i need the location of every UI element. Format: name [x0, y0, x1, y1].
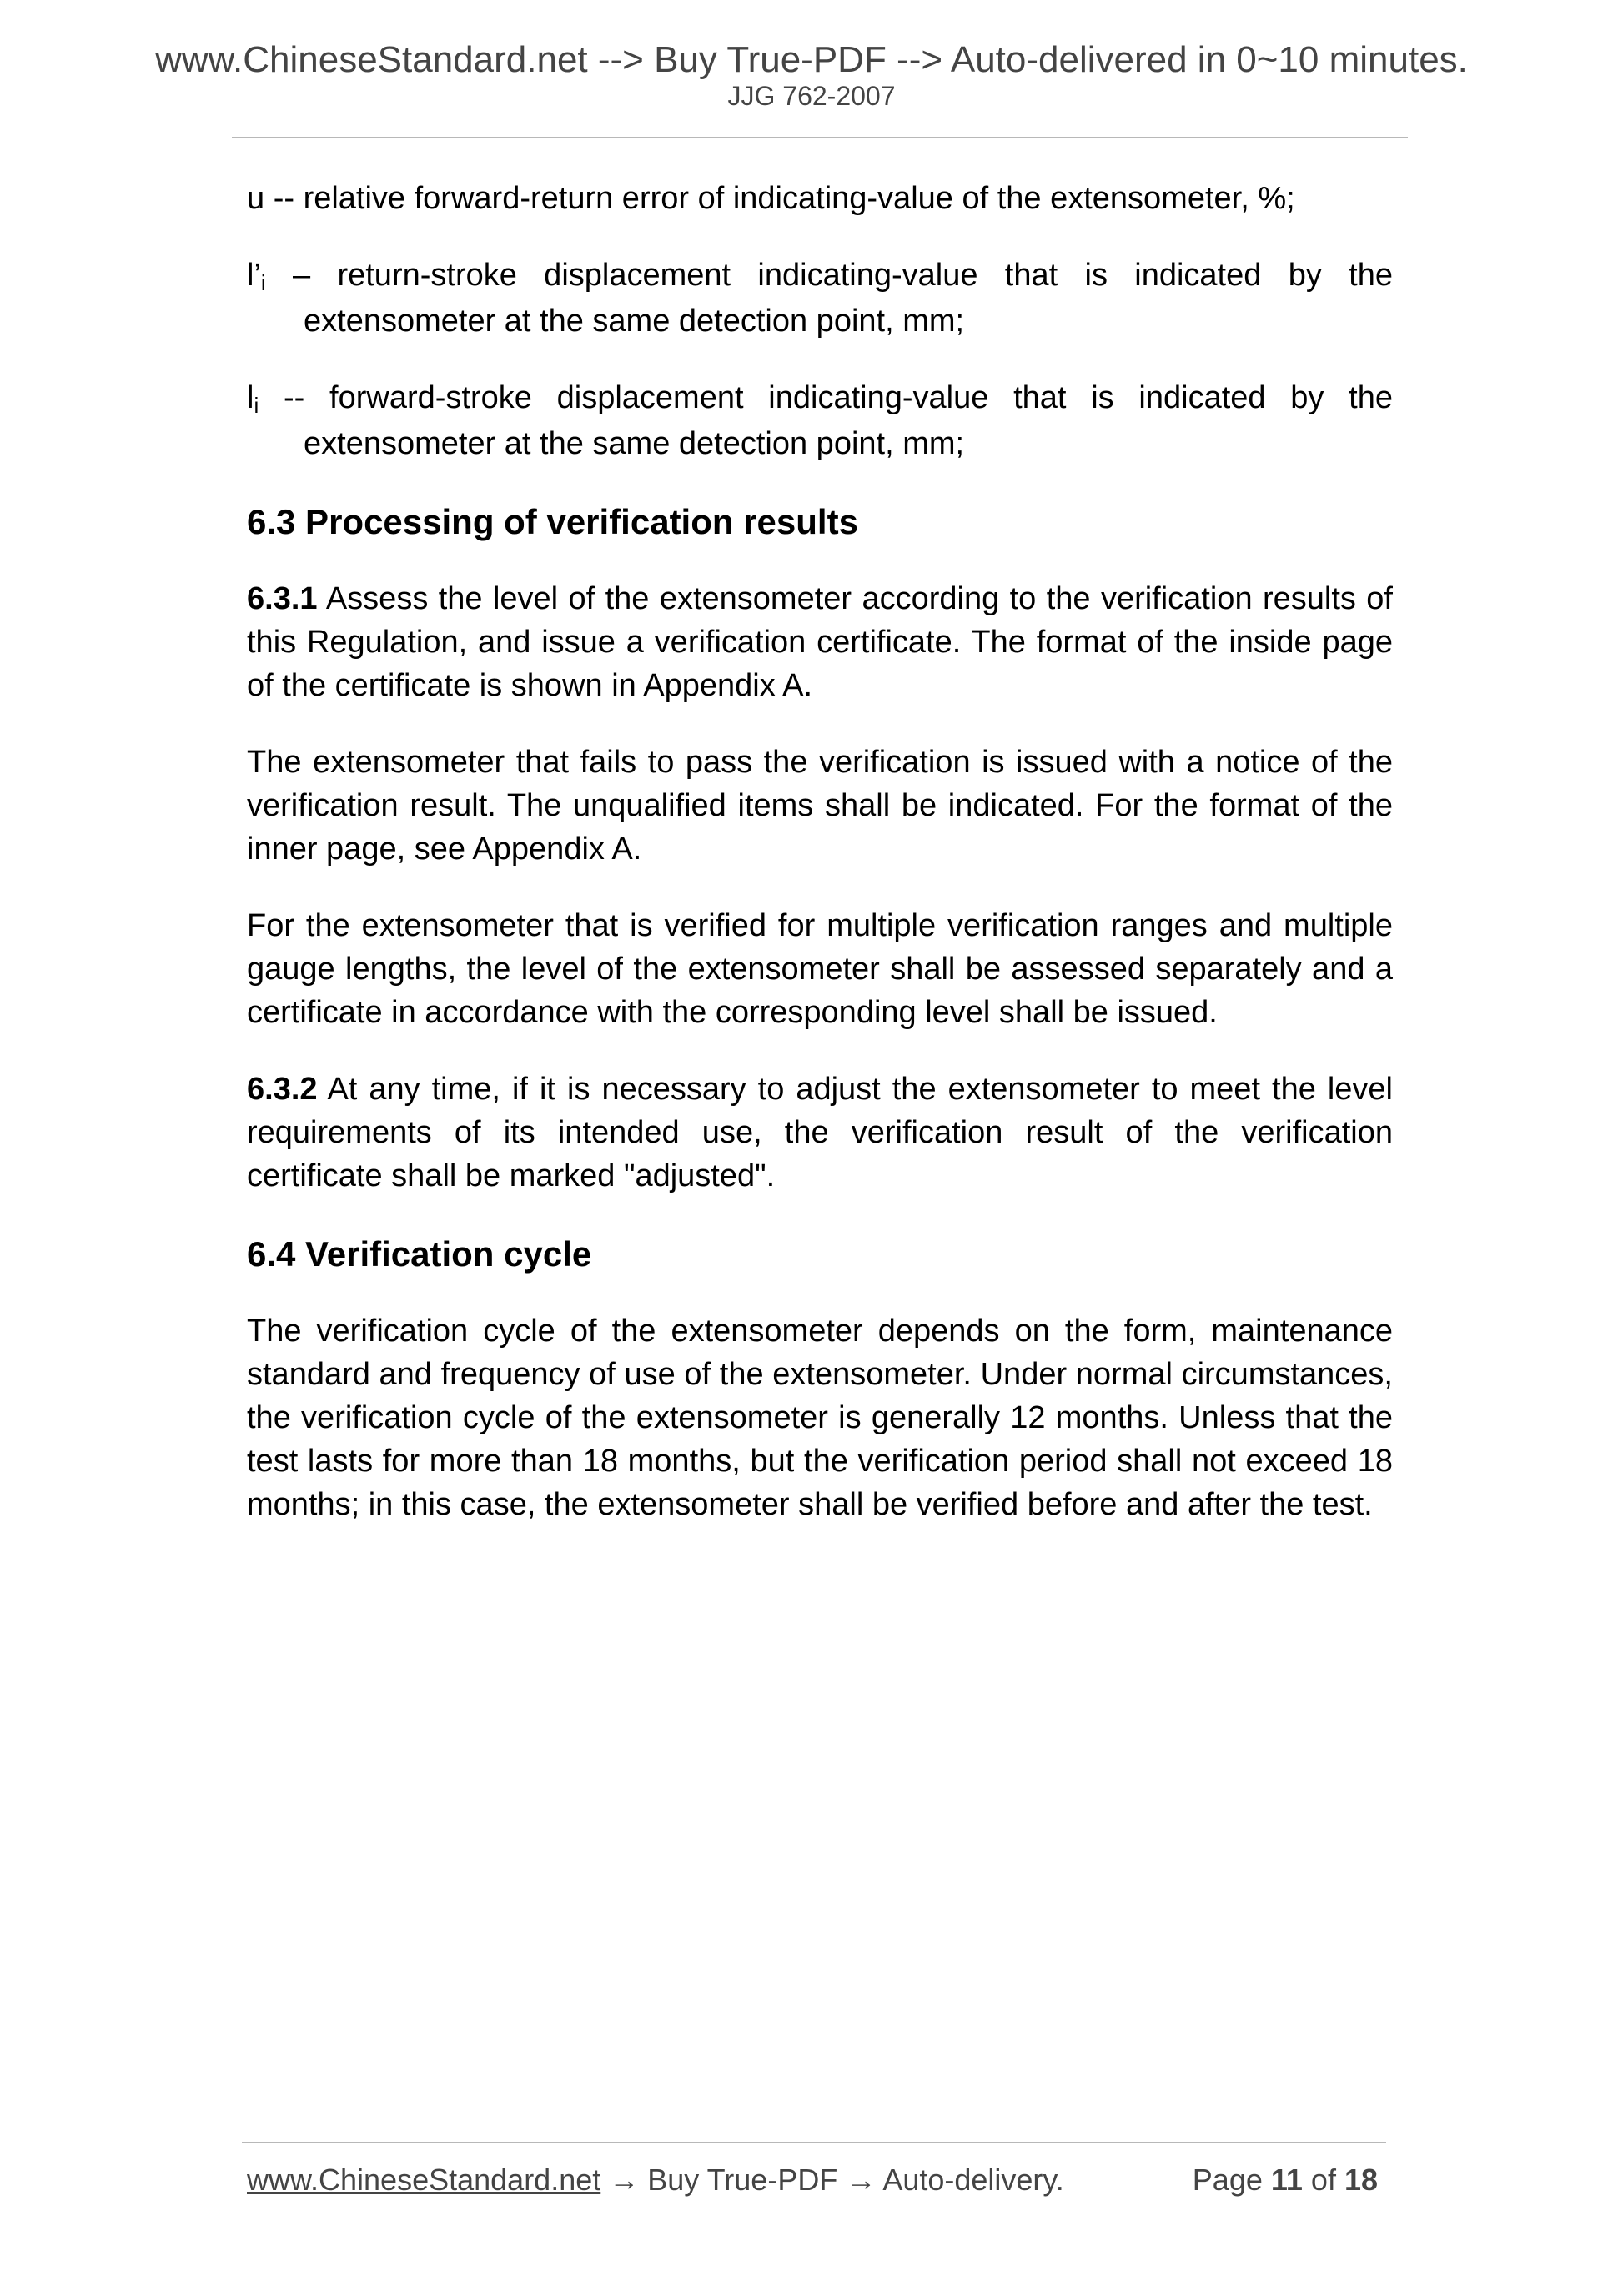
definition-li-prime-subscript: i: [260, 270, 266, 295]
definition-u: [247, 177, 1393, 220]
definition-li-symbol: l: [247, 380, 254, 415]
header-divider: [232, 137, 1408, 138]
page-content: [247, 177, 1393, 1560]
definition-li-prime-text: – return-stroke displacement indicating-value that is indicated by the extensometer at the same detection point, mm;: [265, 258, 1393, 339]
paragraph-verification-cycle: The verification cycle of the extensometer depends on the form, maintenance standard and frequency of use of the extensometer. Under normal circumstances, the verification cycle of the extensometer is generally 12 months. Unless that the test lasts for more than 18 months, but the verification period shall not exceed 18 months; in this case, the extensometer shall be verified before and after the test.: [247, 1314, 1393, 1522]
page-of-label: of: [1302, 2163, 1344, 2197]
page-label: Page: [1192, 2163, 1271, 2197]
section-heading-6-3: 6.3 Processing of verification results: [247, 502, 858, 541]
definition-li-subscript: i: [254, 393, 259, 418]
definition-u-symbol: u: [247, 181, 265, 216]
footer-tail-text: → Buy True-PDF → Auto-delivery.: [600, 2163, 1064, 2197]
footer-website-link[interactable]: www.ChineseStandard.net: [247, 2163, 601, 2197]
paragraph-multiple-ranges: For the extensometer that is verified for multiple verification ranges and multiple gauge lengths, the level of the extensometer shall be assessed separately and a certificate in accordance with the corresponding level shall be issued.: [247, 908, 1393, 1030]
section-heading-6-4: 6.4 Verification cycle: [247, 1234, 592, 1274]
paragraph-failed-verification: The extensometer that fails to pass the verification is issued with a notice of the verification result. The unqualified items shall be indicated. For the format of the inner page, see Appendix A.: [247, 745, 1393, 867]
page-current: 11: [1270, 2163, 1303, 2197]
clause-6-3-2-text: At any time, if it is necessary to adjust the extensometer to meet the level requirements of its intended use, the verification result of the verification certificate shall be marked "adjusted".: [247, 1072, 1393, 1193]
clause-6-3-1-text: Assess the level of the extensometer according to the verification results of this Regulation, and issue a verification certificate. The format of the inside page of the certificate is shown in Appendix A.: [247, 581, 1393, 703]
definition-li-text: -- forward-stroke displacement indicating-value that is indicated by the extensometer at the same detection point, mm;: [259, 380, 1393, 461]
page-total: 18: [1344, 2163, 1378, 2197]
document-number: JJG 762-2007: [727, 81, 896, 111]
clause-6-3-1-number: 6.3.1: [247, 581, 318, 616]
definition-li-prime-symbol: l’: [247, 258, 261, 293]
footer-source: [247, 2162, 1064, 2198]
page-indicator: [1193, 2162, 1378, 2198]
definition-li-prime: [247, 254, 1393, 343]
clause-6-3-1: [247, 577, 1393, 707]
clause-6-3-2: [247, 1068, 1393, 1198]
clause-6-3-2-number: 6.3.2: [247, 1072, 318, 1107]
definition-u-text: -- relative forward-return error of indicating-value of the extensometer, %;: [264, 181, 1295, 216]
footer-divider: [242, 2142, 1386, 2143]
source-banner: www.ChineseStandard.net --> Buy True-PDF --> Auto-delivered in 0~10 minutes.: [155, 39, 1468, 80]
definition-li: [247, 376, 1393, 465]
